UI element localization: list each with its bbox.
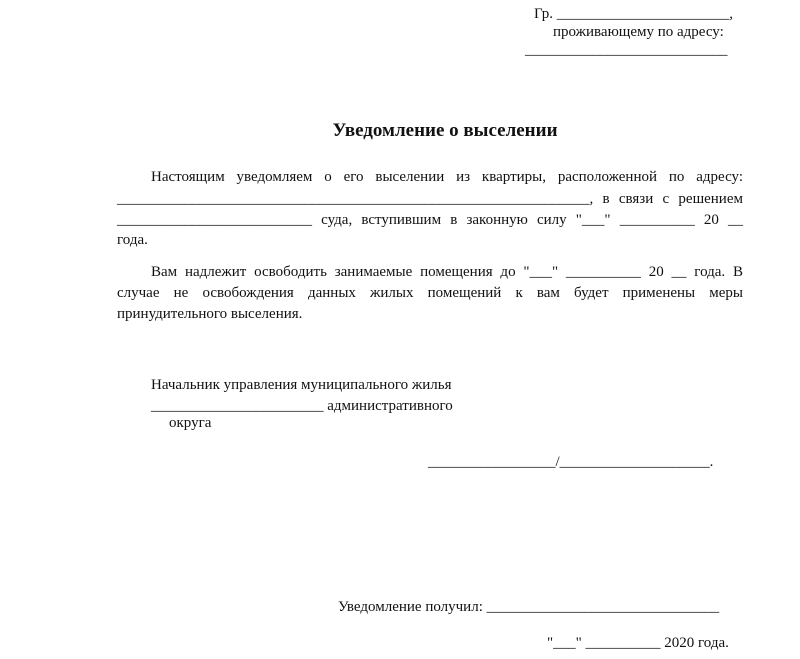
address-label: проживающему по адресу: [553, 24, 724, 40]
document-title: Уведомление о выселении [332, 120, 558, 141]
district-line: _______________________ административного [151, 398, 453, 414]
paragraph2-line1: Вам надлежит освободить занимаемые помещения до "___" __________ 20 __ года. В [151, 264, 743, 280]
paragraph1-line2: _______________________________________________________________, в связи с решением [117, 191, 743, 207]
paragraph2-line2: случае не освобождения данных жилых помещений к вам будет применены меры [117, 285, 743, 301]
receipt-date: "___" __________ 2020 года. [547, 635, 729, 651]
paragraph1-line3: __________________________ суда, вступившим в законную силу "___" __________ 20 __ [117, 212, 743, 228]
district-word: округа [169, 415, 212, 431]
signatory-position: Начальник управления муниципального жилья [151, 377, 452, 393]
paragraph1-line1: Настоящим уведомляем о его выселении из квартиры, расположенной по адресу: [151, 169, 743, 185]
receipt-label: Уведомление получил: _______________________________ [338, 599, 720, 615]
paragraph2-line3: принудительного выселения. [117, 306, 303, 322]
recipient-line: Гр. _______________________, [534, 6, 733, 22]
address-blank: ___________________________ [525, 42, 728, 58]
paragraph1-line4: года. [117, 232, 148, 248]
signature-line: _________________/____________________. [428, 454, 714, 470]
